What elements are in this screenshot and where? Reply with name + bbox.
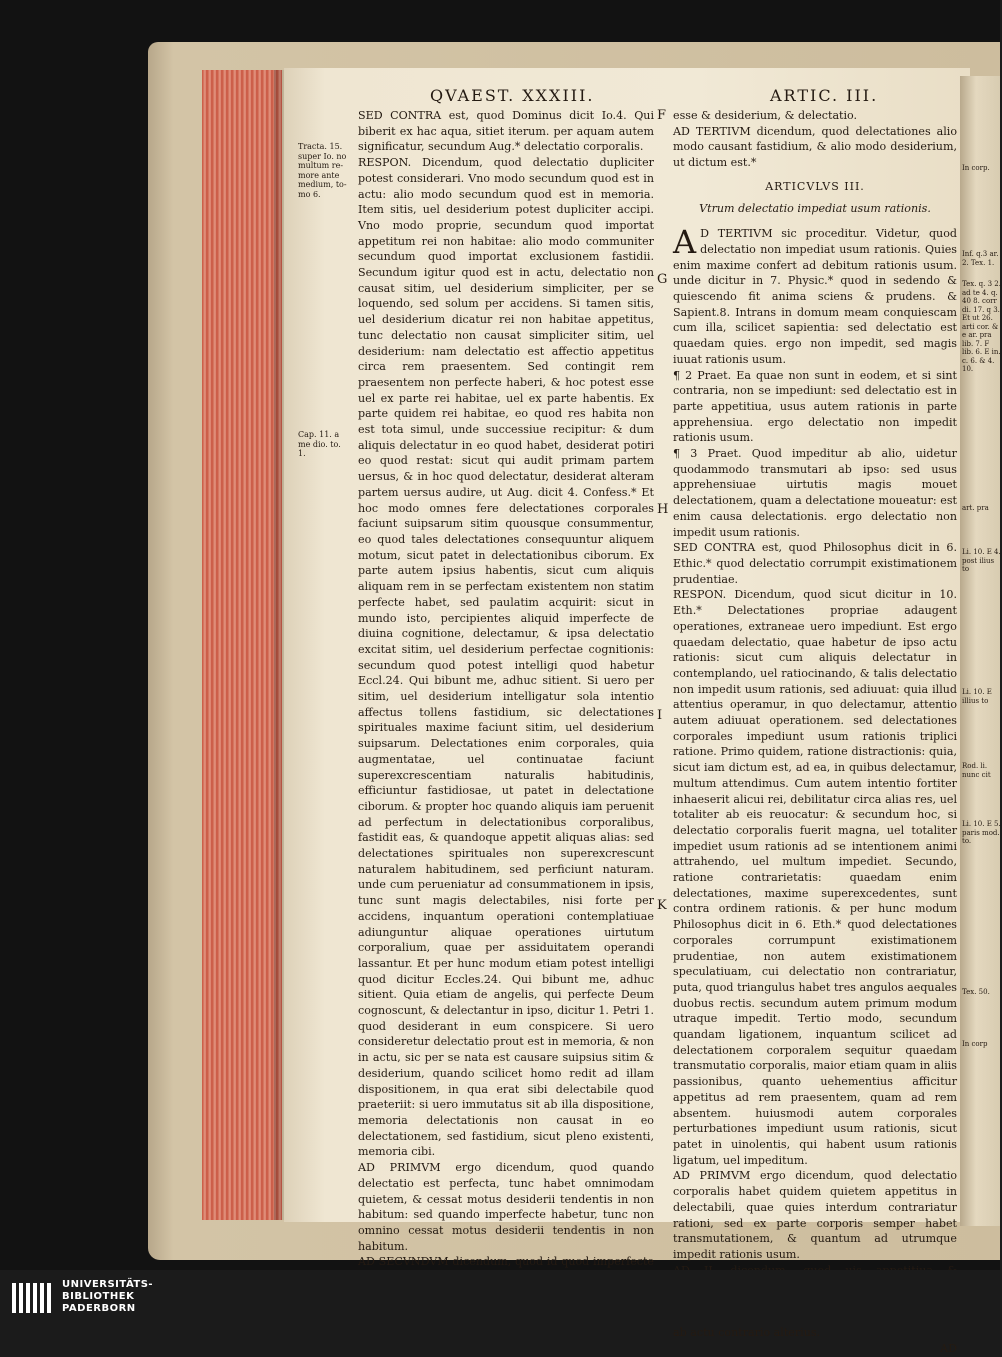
next-page-fragment: Tex. 50. bbox=[962, 988, 990, 996]
section-letter: H bbox=[657, 502, 669, 517]
next-page-fragment: Li. 10. E 5. paris mod. to. bbox=[962, 820, 1001, 845]
left-text-column bbox=[358, 108, 654, 1301]
article-title: ARTICVLVS III. bbox=[765, 179, 865, 193]
library-name-line: PADERBORN bbox=[62, 1303, 136, 1314]
margin-note: Cap. 11. a me dio. to. 1. bbox=[298, 430, 341, 458]
library-logo-icon bbox=[12, 1281, 56, 1315]
paragraph-text: D TERTIVM sic proceditur. Videtur, quod delectatio non impediat usum rationis. Quies enim maxime confert ad debitum rationis usum. unde dicitur in 7. Physic.* quod in sedendo & quiescendo fit anima sciens & prudens. & Sapient.8. Intrans in domum meam conquiescam cum illa, scilicet sapientia: sed delectatio est quaedam quies. ergo non impedit, sed magis iuuat rationis usum. bbox=[673, 227, 957, 366]
paragraph: SED CONTRA est, quod Dominus dicit Io.4. Qui biberit ex hac aqua, sitiet iterum. per aquam autem significatur, secundum Aug.* delectatio corporalis. bbox=[358, 109, 654, 154]
paragraph: RESPON. Dicendum, quod delectatio dupliciter potest considerari. Vno modo secundum quod est in actu: alio modo secundum quod est in memoria. Item sitis, uel desiderium potest dupliciter accipi. Vno modo proprie, secundum quod importat appetitum rei non habitae: alio modo communiter secundum quod importat exclusionem fastidii. Secundum igitur quod est in actu, delectatio non causat sitim, uel desiderium simpliciter, per se loquendo, sed solum per accidens. Si tamen sitis, uel desiderium dicatur rei non habitae appetitus, tunc delectatio non causat simpliciter sitim, uel desiderium: nam delectatio est affectio appetitus circa rem praesentem. Sed contingit rem praesentem non perfecte haberi, & hoc potest esse uel ex parte rei habitae, uel ex parte habentis. Ex parte quidem rei habitae, eo quod res habita non est tota simul, unde successiue recipitur: & dum aliquis delectatur in eo quod habet, desiderat potiri eo quod restat: sicut qui audit primam partem uersus, & in hoc quod delectatur, desiderat alteram partem uersus audire, ut Aug. dicit 4. Confess.* Et hoc modo omnes fere delectationes corporales faciunt suipsarum sitim quousque consummentur, eo quod tales delectationes consequuntur aliquem motum, sicut patet in delectationibus ciborum. Ex parte autem ipsius habentis, sicut cum aliquis aliquam rem in se perfectam existentem non statim perfecte habet, sed paulatim acquirit: sicut in mundo isto, percipientes aliquid imperfecte de diuina cognitione, delectamur, & ipsa delectatio excitat sitim, uel desiderium perfectae cognitionis: secundum quod potest intelligi quod habetur Eccl.24. Qui bibunt me, adhuc sitient. Si uero per sitim, uel desiderium intelligatur sola intentio affectus tollens fastidium, sic delectationes spirituales maxime faciunt sitim, uel desiderium suipsarum. Delectationes enim corporales, quia augmentatae, uel continuatae faciunt superexcrescentiam naturalis habitudinis, efficiuntur fastidiosae, ut patet in delectatione ciborum. & propter hoc quando aliquis iam peruenit ad perfectum in delectationibus corporalibus, fastidit eas, & quandoque appetit aliquas alias: sed delectationes spirituales non superexcrescunt naturalem habitudinem, sed perficiunt naturam. unde cum perueniatur ad consummationem in ipsis, tunc sunt magis delectabiles, nisi forte per accidens, inquantum operationi contemplatiuae adiunguntur aliquae operationes uirtutum corporalium, quae per assiduitatem operandi lassantur. Et per hunc modum etiam potest intelligi quod dicitur Eccles.24. Qui bibunt me, adhuc sitient. Quia etiam de angelis, qui perfecte Deum cognoscunt, & delectantur in ipso, dicitur 1. Petri 1. quod desiderant in eum conspicere. Si uero consideretur delectatio prout est in memoria, & non in actu, sic per se nata est causare suipsius sitim & desiderium, quando scilicet homo redit ad illam dispositionem, in qua erat sibi delectabile quod praeteriit: si uero immutatus sit ab illa dispositione, memoria delectationis non causat in eo delectationem, sed fastidium, sicut pleno existenti, memoria cibi. bbox=[358, 156, 654, 1159]
margin-note: Tracta. 15. super Io. no multum re- more ante medium, to- mo 6. bbox=[298, 142, 347, 199]
next-page-fragment: Tex. q. 3 2. ad te 4. q. 40 8. corr di. 17. q 3. Et ut 26. arti cor. & e ar. pra lib. 7. F lib. 6. E in. c. 6. & 4. 10. bbox=[962, 280, 1001, 373]
next-page-fragment: In corp. bbox=[962, 164, 990, 172]
paragraph bbox=[673, 223, 957, 367]
section-letter: G bbox=[657, 272, 668, 287]
library-name bbox=[62, 1279, 153, 1315]
library-name-line: UNIVERSITÄTS- bbox=[62, 1279, 154, 1290]
drop-capital: A bbox=[673, 223, 697, 262]
paragraph: ab actu contrario alterius. bbox=[673, 1326, 821, 1340]
section-letter: F bbox=[657, 108, 667, 123]
paragraph: SED CONTRA est, quod Philosophus dicit in 6. Ethic.* quod delectatio corrumpit existimationem prudentiae. bbox=[673, 541, 957, 586]
red-page-edges bbox=[202, 70, 282, 1220]
paragraph: ¶ 3 Praet. Quod impeditur ab alio, uidetur quodammodo transmutari ab ipso: sed usus apprehensiuae uirtutis magis mouet delectationem, quam a delectatione moueatur: est enim causa delectationis. ergo delectatio non impedit usum rationis. bbox=[673, 447, 957, 539]
paragraph: ¶ 2 Praet. Ea quae non sunt in eodem, et si sint contraria, non se impediunt: sed delectatio est in parte appetitiua, usus autem rationis in parte apprehensiua. ergo delectatio non impedit rationis usum. bbox=[673, 368, 957, 445]
section-letter: K bbox=[657, 898, 667, 913]
next-page-fragment: art. pra bbox=[962, 504, 989, 512]
next-page-fragment: Li. 10. E 4. post ilius to bbox=[962, 548, 1001, 573]
next-page-edge bbox=[960, 76, 1000, 1226]
right-text-column bbox=[673, 108, 957, 1357]
running-header-left: QVAEST. XXXIII. bbox=[430, 86, 595, 105]
next-page-fragment: Rod. li. nunc cit bbox=[962, 762, 991, 779]
library-name-line: BIBLIOTHEK bbox=[62, 1291, 135, 1302]
article-question: Vtrum delectatio impediat usum rationis. bbox=[699, 201, 931, 215]
paragraph: esse & desiderium, & delectatio. bbox=[673, 109, 858, 122]
paragraph: AD PRIMVM ergo dicendum, quod quando delectatio est perfecta, tunc habet omnimodam quietem, & cessat motus desiderii tendentis in non habitum: sed quando imperfecte habetur, tunc non omnino cessat motus desiderii tendentis in non habitum. bbox=[358, 1161, 654, 1253]
paragraph: AD PRIMVM ergo dicendum, quod delectatio corporalis habet quidem quietem appetitus in delectabili, quae quies interdum contrariatur rationi, sed ex parte corporis semper habet transmutationem, & quantum ad utrumque impedit rationis usum. bbox=[673, 1169, 957, 1261]
next-page-fragment: Inf. q.3 ar. 2. Tex. 1. bbox=[962, 250, 999, 267]
paragraph: AD TERTIVM dicendum, quod delectationes alio modo causant fastidium, & alio modo desiderium, ut dictum est.* bbox=[673, 124, 957, 170]
next-page-fragment: Li. 10. E illius to bbox=[962, 688, 992, 705]
running-header-right: ARTIC. III. bbox=[770, 86, 879, 105]
paragraph: AD SECVNDVM dicendum, quod id quod imperfecte bbox=[358, 1255, 654, 1269]
paragraph: RESPON. Dicendum, quod sicut dicitur in 10. Eth.* Delectationes propriae adaugent operationes, extraneae uero impediunt. Est ergo quaedam delectatio, quae habetur de ipso actu rationis: sicut cum aliquis delectatur in contemplando, uel ratiocinando, & talis delectatio non impedit usum rationis, sed adiuuat: quia illud attentius operamur, in quo delectamur, attentio autem adiuuat operationem. sed delectationes corporales impediunt usum rationis triplici ratione. Primo quidem, ratione distractionis: quia, sicut iam dictum est, ad ea, in quibus delectamur, multum attendimus. Cum autem intentio fortiter inhaeserit alicui rei, debilitatur circa alias res, uel totaliter ab eis reuocatur: & secundum hoc, si delectatio corporalis fuerit magna, uel totaliter impediet usum rationis ad se intentionem animi attrahendo, uel multum impediet. Secundo, ratione contrarietatis: quaedam enim delectationes, maxime superexcedentes, sunt contra ordinem rationis. & per hunc modum Philosophus dicit in 6. Eth.* quod delectationes corporales corrumpunt existimationem prudentiae, non autem existimationem speculatiuam, cui delectatio non contrariatur, puta, quod triangulus habet tres angulos aequales duobus rectis. secundum autem primum modum utraque impedit. Tertio modo, secundum quandam ligationem, inquantum scilicet ad delectationem corporalem sequitur quaedam transmutatio corporalis, maior etiam quam in aliis passionibus, quanto uehementius afficitur appetitus ad rem praesentem, quam ad rem absentem. huiusmodi autem corporales perturbationes impediunt usum rationis, sicut patet in uinolentis, qui habent usum rationis ligatum, uel impeditum. bbox=[673, 588, 957, 1167]
catchword: AD bbox=[940, 1342, 957, 1356]
section-letter: I bbox=[657, 708, 663, 723]
next-page-fragment: In corp bbox=[962, 1040, 988, 1048]
